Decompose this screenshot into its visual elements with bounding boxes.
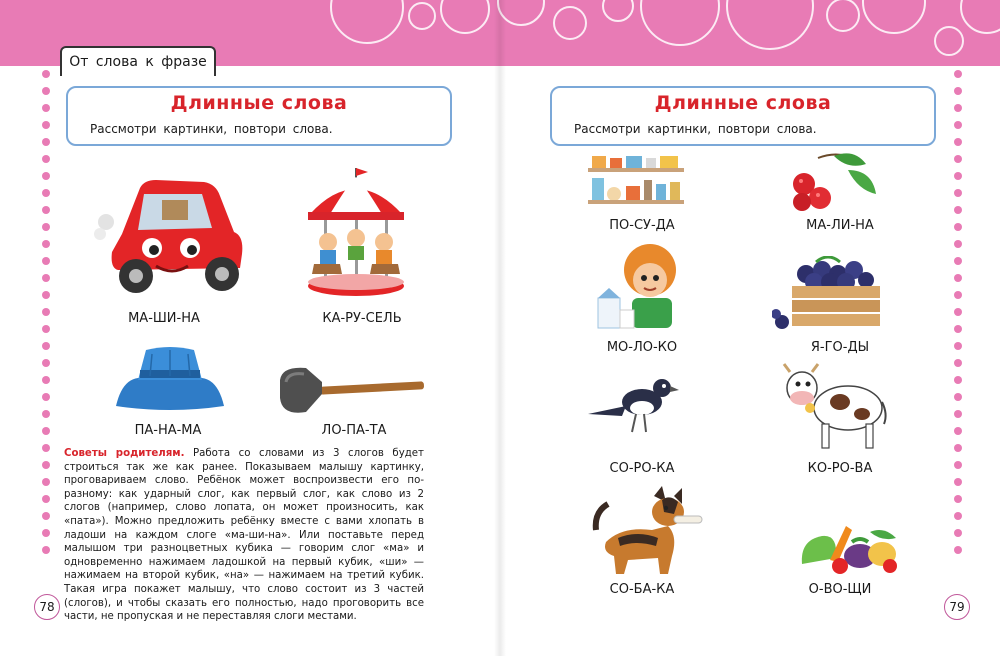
word-lopata: ЛО-ПА-ТА — [321, 423, 387, 438]
panama-hat-icon — [112, 344, 228, 414]
left-page-subtitle: Рассмотри картинки, повтори слова. — [90, 122, 333, 136]
section-label: От слова к фразе — [60, 46, 216, 76]
advice-text: Работа со словами из 3 слогов будет строиться так же как ранее. Показываем малышу картинку, проговариваем слово. Ребёнок может воспроизвести его по-разному: как ударный слог, как первый слог, как слово из 2 слогов (например, слово лопата, он может произносить, как «пата»). Можно предложить ребёнку вместе с вами хлопать в ладоши на каждом слоге «ма-ши-на». Или поставьте перед малышом три разноцветных кубика — говорим слог «ма» и одновременно нажимаем ладошкой на первый кубик, «ши» — нажимаем на второй кубик, «на» — нажимаем на третий кубик. Такая игра покажет малышу, что слово состоит из 3 частей (слогов), и чтобы сказать его полностью, надо проговорить все части, не пропуская и не переставляя слоги местами. — [64, 448, 424, 623]
word-soroka: СО-РО-КА — [609, 461, 675, 476]
word-malina: МА-ЛИ-НА — [806, 218, 874, 233]
book-spine — [494, 0, 506, 656]
word-korova: КО-РО-ВА — [807, 461, 873, 476]
raspberry-icon — [788, 150, 880, 214]
word-mashina: МА-ШИ-НА — [128, 311, 200, 326]
word-panama: ПА-НА-МА — [134, 423, 202, 438]
right-page-title: Длинные слова — [654, 92, 832, 114]
word-moloko: МО-ЛО-КО — [606, 340, 678, 355]
page-number-right: 79 — [944, 594, 970, 620]
word-karusel: КА-РУ-СЕЛЬ — [322, 311, 402, 326]
word-sobaka: СО-БА-КА — [609, 582, 675, 597]
parents-advice — [64, 447, 424, 624]
shovel-icon — [276, 362, 426, 422]
left-title-box — [66, 86, 452, 146]
right-page-subtitle: Рассмотри картинки, повтори слова. — [574, 122, 817, 136]
car-icon — [92, 172, 252, 300]
dog-icon — [592, 486, 704, 578]
right-title-box — [550, 86, 936, 146]
advice-lead: Советы родителям. — [64, 448, 185, 459]
berries-crate-icon — [772, 256, 884, 332]
left-dot-column — [40, 70, 52, 563]
left-page-title: Длинные слова — [170, 92, 348, 114]
word-yagody: Я-ГО-ДЫ — [810, 340, 870, 355]
magpie-icon — [586, 376, 680, 440]
dishes-shelf-icon — [586, 156, 686, 210]
word-ovoshchi: О-ВО-ЩИ — [808, 582, 872, 597]
right-dot-column — [952, 70, 964, 563]
word-posuda: ПО-СУ-ДА — [609, 218, 675, 233]
vegetables-icon — [800, 522, 900, 574]
carousel-icon — [300, 164, 412, 300]
cow-icon — [780, 362, 890, 452]
page-number-left: 78 — [34, 594, 60, 620]
milk-boy-icon — [594, 240, 686, 332]
